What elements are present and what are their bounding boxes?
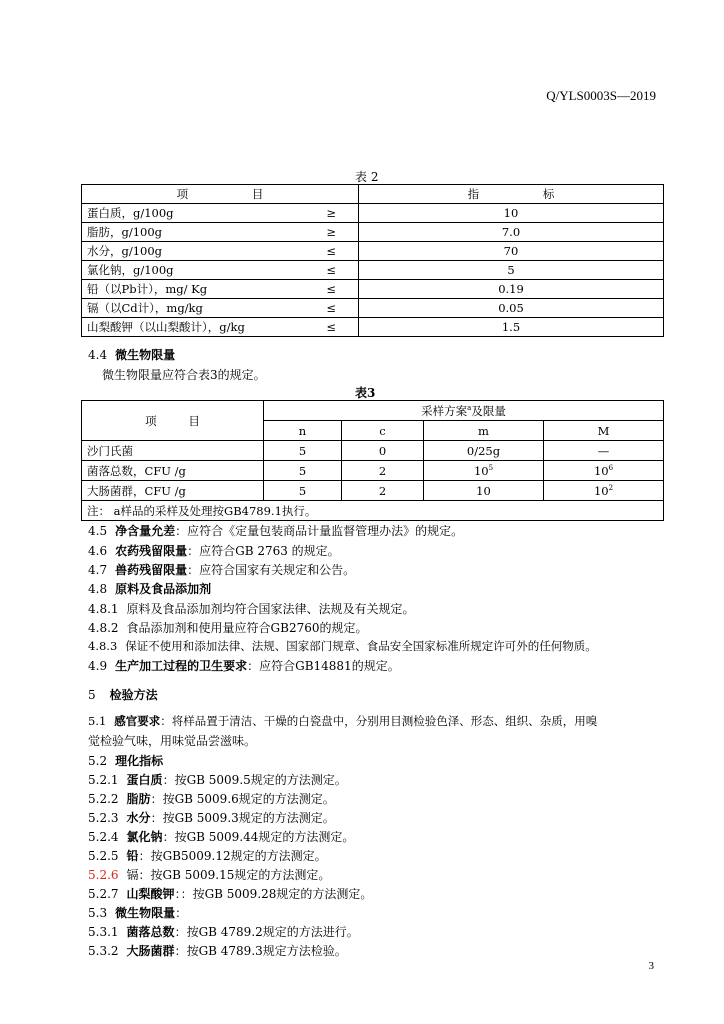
section-title: 农药残留限量 (115, 544, 188, 558)
table3-m (424, 481, 544, 501)
table2-value: 10 (359, 204, 664, 223)
table3-c: 2 (342, 461, 424, 481)
section-title: 水分 (126, 811, 151, 825)
section-text: ：应符合GB14881的规定。 (247, 659, 400, 673)
table2-value: 7.0 (359, 223, 664, 242)
section-4-4-text: 微生物限量应符合表3的规定。 (102, 368, 266, 382)
section-4-9 (88, 657, 400, 674)
section-4-7 (88, 561, 355, 578)
section-text: ：按GB 4789.2规定的方法进行。 (174, 925, 359, 939)
table3-c: 2 (342, 481, 424, 501)
table2-item: 氯化钠，g/100g (82, 261, 262, 280)
table-row (82, 441, 664, 461)
table3-M (544, 461, 664, 481)
table3-n: 5 (264, 481, 342, 501)
table3-m (424, 461, 544, 481)
table3-m-exp: 5 (488, 463, 494, 472)
table3-sub-m: m (424, 421, 544, 441)
table3-M-base: 10 (593, 463, 609, 478)
table2-value: 0.19 (359, 280, 664, 299)
section-number: 4.8.1 (88, 602, 119, 616)
chapter-5-heading (88, 686, 158, 703)
section-text: ：应符合《定量包装商品计量监督管理办法》的规定。 (175, 524, 464, 538)
section-number: 5.3 (88, 906, 108, 920)
table-row (82, 204, 664, 223)
section-text: ：按GB 5009.6规定的方法测定。 (150, 792, 335, 806)
section-text: ：应符合国家有关规定和公告。 (187, 563, 356, 577)
table2-header-row (82, 185, 664, 204)
section-number: 5.2.7 (88, 887, 119, 901)
table-row (82, 261, 664, 280)
section-number: 4.7 (88, 563, 108, 577)
table3-sub-c: c (342, 421, 424, 441)
section-text: 保证不使用和添加法律、法规、国家部门规章、食品安全国家标准所规定许可外的任何物质。 (125, 639, 597, 653)
section-number: 4.4 (88, 348, 108, 362)
section-number: 5.2.1 (88, 773, 119, 787)
section-number: 5.2.4 (88, 830, 119, 844)
section-title: 大肠菌群 (126, 944, 175, 958)
section-title: 蛋白质 (126, 773, 163, 787)
section-number: 5.3.2 (88, 944, 119, 958)
table2-sign: ≥ (262, 204, 359, 223)
table-row (82, 280, 664, 299)
section-4-8-2 (88, 619, 368, 636)
section-text: ：按GB 5009.5规定的方法测定。 (162, 773, 347, 787)
section-number: 5.1 (88, 714, 107, 728)
section-text: ：按GB 5009.44规定的方法测定。 (162, 830, 355, 844)
section-5-2-1 (88, 771, 347, 788)
section-title: 原料及食品添加剂 (115, 582, 212, 596)
section-number: 5.2.5 (88, 849, 119, 863)
table3-M-base: 10 (593, 483, 609, 498)
section-4-6 (88, 542, 340, 559)
table3-item: 沙门氏菌 (82, 441, 264, 461)
section-4-8-3 (88, 638, 597, 654)
section-5-2-4 (88, 828, 354, 845)
section-5-1-cont: 觉检验气味，用味觉品尝滋味。 (88, 734, 257, 748)
table2-item: 山梨酸钾（以山梨酸计），g/kg (82, 318, 262, 337)
section-number: 5.2 (88, 754, 108, 768)
section-title: 脂肪 (126, 792, 151, 806)
chapter-title: 检验方法 (109, 688, 158, 702)
table3-note-row (82, 501, 664, 521)
table2-item: 水分，g/100g (82, 242, 262, 261)
table3-m-base: 10 (473, 463, 489, 478)
table-row (82, 318, 664, 337)
section-title: 菌落总数 (126, 925, 175, 939)
section-5-2-7 (88, 885, 372, 902)
table2-value: 70 (359, 242, 664, 261)
table3-n: 5 (264, 441, 342, 461)
table-row (82, 481, 664, 501)
table2 (81, 184, 664, 337)
table2-sign: ≤ (262, 299, 359, 318)
table3-m-base: 0/25g (466, 443, 501, 458)
section-5-2-5 (88, 847, 327, 864)
section-text: 食品添加剂和使用量应符合GB2760的规定。 (126, 621, 368, 635)
section-4-8 (88, 580, 211, 597)
section-title: 生产加工过程的卫生要求 (115, 659, 248, 673)
section-text: ： (175, 906, 188, 920)
section-text: ：按GB5009.12规定的方法测定。 (138, 849, 327, 863)
table2-item: 铅（以Pb计），mg/ Kg (82, 280, 262, 299)
table2-item: 镉（以Cd计），mg/kg (82, 299, 262, 318)
section-title: 氯化钠 (126, 830, 163, 844)
table3-item: 大肠菌群，CFU /g (82, 481, 264, 501)
table2-sign: ≥ (262, 223, 359, 242)
table-row (82, 299, 664, 318)
section-number: 4.8.3 (88, 639, 118, 653)
section-5-2-3 (88, 809, 335, 826)
table3-M-exp: 2 (608, 483, 614, 492)
section-5-2-2 (88, 790, 335, 807)
section-title: 兽药残留限量 (115, 563, 188, 577)
section-title: 感官要求 (114, 714, 161, 728)
section-text: ：将样品置于清洁、干燥的白瓷盘中，分别用目测检验色泽、形态、组织、杂质，用嗅 (160, 714, 598, 728)
table2-head-value: 指 标 (359, 185, 664, 204)
table2-item: 脂肪，g/100g (82, 223, 262, 242)
standard-code: Q/YLS0003S—2019 (546, 88, 656, 103)
table3 (81, 400, 664, 521)
table3-head-item: 项 目 (82, 401, 264, 441)
table3-head-plan (264, 401, 664, 421)
table2-value: 5 (359, 261, 664, 280)
section-number: 5.2.3 (88, 811, 119, 825)
table3-m (424, 441, 544, 461)
section-title: 理化指标 (115, 754, 164, 768)
table2-caption: 表 2 (355, 170, 379, 184)
section-number: 4.9 (88, 659, 108, 673)
section-number-highlighted: 5.2.6 (88, 868, 119, 882)
section-text: ：按GB 5009.3规定的方法测定。 (150, 811, 335, 825)
table2-value: 1.5 (359, 318, 664, 337)
section-title: 净含量允差 (115, 524, 176, 538)
section-number: 5.3.1 (88, 925, 119, 939)
section-number: 4.6 (88, 544, 108, 558)
section-text: 原料及食品添加剂均符合国家法律、法规及有关规定。 (126, 602, 415, 616)
section-title: 微生物限量 (115, 348, 176, 362)
table-row (82, 242, 664, 261)
section-text: ：按GB 4789.3规定方法检验。 (174, 944, 347, 958)
section-4-8-1 (88, 600, 415, 617)
section-text: ：：按GB 5009.28规定的方法测定。 (174, 887, 373, 901)
section-number: 4.5 (88, 524, 108, 538)
section-title: 铅 (126, 849, 139, 863)
table-row (82, 223, 664, 242)
table-row (82, 461, 664, 481)
section-text: 镉：按GB 5009.15规定的方法测定。 (126, 868, 331, 882)
table2-sign: ≤ (262, 261, 359, 280)
table3-m-base: 10 (476, 483, 491, 498)
section-title: 微生物限量 (115, 906, 176, 920)
table3-header-row (82, 401, 664, 421)
table3-n: 5 (264, 461, 342, 481)
table3-M-exp: 6 (608, 463, 614, 472)
section-5-2-6 (88, 866, 330, 883)
section-title: 山梨酸钾 (126, 887, 175, 901)
table3-c: 0 (342, 441, 424, 461)
table3-sub-n: n (264, 421, 342, 441)
section-text: ：应符合GB 2763 的规定。 (187, 544, 340, 558)
table3-head-plan-text: 采样方案 (421, 403, 468, 418)
table3-head-plan-suffix: 及限量 (471, 403, 506, 418)
table2-sign: ≤ (262, 318, 359, 337)
table2-sign: ≤ (262, 242, 359, 261)
table2-head-item: 项 目 (82, 185, 359, 204)
table3-sub-M: M (544, 421, 664, 441)
table2-item: 蛋白质，g/100g (82, 204, 262, 223)
table2-sign: ≤ (262, 280, 359, 299)
section-number: 4.8 (88, 582, 108, 596)
page-number: 3 (648, 960, 654, 972)
table3-caption: 表3 (355, 386, 376, 400)
section-5-1 (88, 713, 597, 729)
section-5-3-2 (88, 942, 347, 959)
table3-M-base: — (597, 443, 610, 458)
section-4-5 (88, 522, 463, 539)
section-number: 4.8.2 (88, 621, 119, 635)
section-4-4-heading (88, 346, 175, 363)
section-5-3 (88, 904, 187, 921)
chapter-number: 5 (88, 688, 96, 702)
table3-note: 注： a样品的采样及处理按GB4789.1执行。 (82, 501, 664, 521)
section-number: 5.2.2 (88, 792, 119, 806)
table3-head-plan-sup: a (467, 403, 472, 412)
table3-M (544, 441, 664, 461)
section-5-3-1 (88, 923, 359, 940)
table2-value: 0.05 (359, 299, 664, 318)
table3-item: 菌落总数，CFU /g (82, 461, 264, 481)
table3-M (544, 481, 664, 501)
section-5-2 (88, 752, 163, 769)
